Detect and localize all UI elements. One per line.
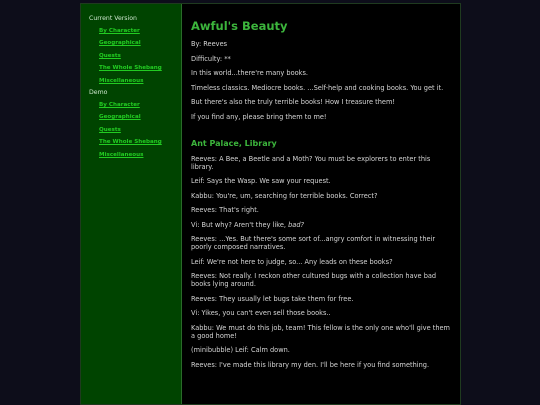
intro-paragraph: If you find any, please bring them to me! xyxy=(191,112,327,121)
nav-section-demo xyxy=(81,89,181,159)
intro-paragraph: But there's also the truly terrible books! How I treasure them! xyxy=(191,98,396,106)
intro-paragraph: Timeless classics. Mediocre books. ...Self-help and cooking books. You get it. xyxy=(191,83,444,92)
nav-link-demo-by-character[interactable]: By Character xyxy=(99,101,140,108)
location-heading: Ant Palace, Library xyxy=(191,138,277,148)
dialogue-line: Kabbu: We must do this job, team! This fellow is the only one who'll give them a good home! xyxy=(191,323,450,340)
dialogue-line-vi xyxy=(191,221,453,229)
nav-link-demo-geographical[interactable]: Geographical xyxy=(99,114,141,121)
nav-link-quests[interactable]: Quests xyxy=(99,52,121,59)
dialogue-line: Reeves: They usually let bugs take them for free. xyxy=(191,294,354,303)
dialogue-line: Reeves: I've made this library my den. I'll be here if you find something. xyxy=(191,360,430,369)
nav-link-demo-whole-shebang[interactable]: The Whole Shebang xyxy=(99,139,162,146)
dialogue-line: Leif: We're not here to judge, so... Any leads on these books? xyxy=(191,257,393,266)
nav-link-demo-miscellaneous[interactable]: Miscellaneous xyxy=(99,151,144,158)
nav-header-current-version: Current Version xyxy=(89,15,137,22)
dialogue-emphasis: bad? xyxy=(288,220,305,229)
dialogue-line: Kabbu: You're, um, searching for terrible books. Correct? xyxy=(191,191,378,200)
nav-link-whole-shebang[interactable]: The Whole Shebang xyxy=(99,65,162,72)
dialogue-line: Reeves: ...Yes. But there's some sort of...angry comfort in witnessing their poorly composed narratives. xyxy=(191,235,436,251)
intro-paragraph: In this world...there're many books. xyxy=(191,69,309,77)
dialogue-line: Reeves: Not really. I reckon other cultured bugs with a collection have bad books lying around. xyxy=(191,272,437,288)
dialogue-line: Leif: Says the Wasp. We saw your request. xyxy=(191,177,331,185)
nav-header-demo: Demo xyxy=(89,88,108,96)
sidebar-nav xyxy=(81,4,182,404)
dialogue-line: Reeves: A Bee, a Beetle and a Moth? You must be explorers to enter this library. xyxy=(191,154,431,171)
page-title: Awful's Beauty xyxy=(191,19,288,33)
nav-section-current xyxy=(81,15,181,85)
dialogue-line: Reeves: That's right. xyxy=(191,206,259,214)
dialogue-line: Vi: Yikes, you can't even sell those books.. xyxy=(191,309,331,317)
main-content xyxy=(191,19,453,375)
dialogue-text: Vi: But why? Aren't they like, xyxy=(191,220,289,229)
nav-link-demo-quests[interactable]: Quests xyxy=(99,126,121,133)
difficulty-line: Difficulty: ** xyxy=(191,54,231,63)
author-line: By: Reeves xyxy=(191,40,228,48)
nav-link-geographical[interactable]: Geographical xyxy=(99,40,141,47)
nav-link-by-character[interactable]: By Character xyxy=(99,28,140,34)
nav-link-miscellaneous[interactable]: Miscellaneous xyxy=(99,77,144,84)
page-frame xyxy=(80,3,461,405)
dialogue-line: (minibubble) Leif: Calm down. xyxy=(191,346,290,354)
